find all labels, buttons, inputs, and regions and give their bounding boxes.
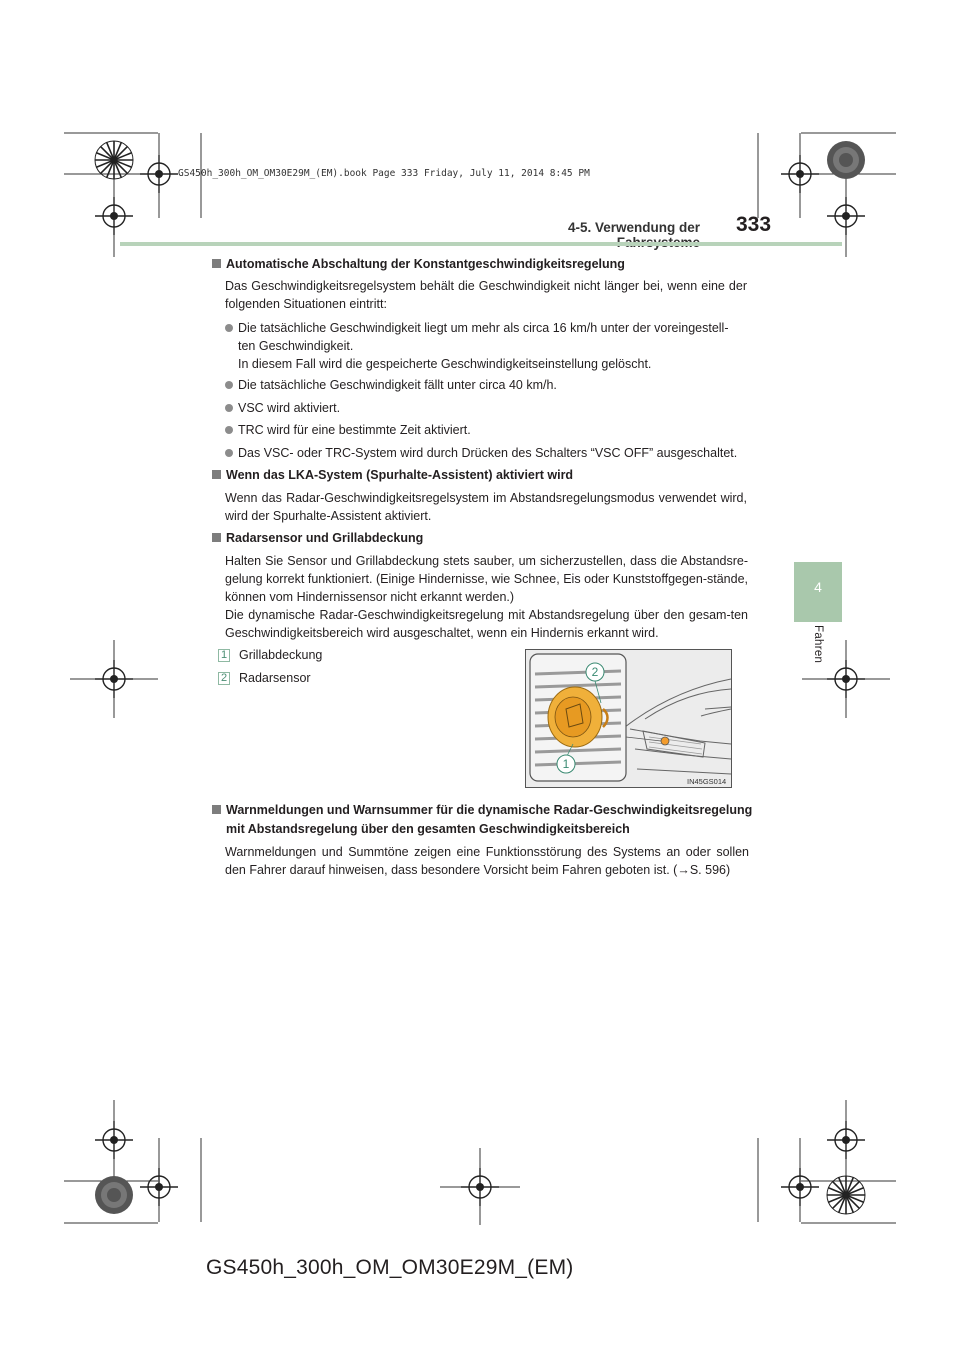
header-rule: [120, 242, 842, 246]
section-title: 4-5. Verwendung der: [567, 220, 700, 235]
legend-label: Grillabdeckung: [239, 648, 323, 662]
list-item: Die tatsächliche Geschwindigkeit liegt um mehr als circa 16 km/h unter der voreingestell- ten Geschwindigkeit. In diesem Fall wird die gespeicherte Geschwindigkeitseinstellung gelöscht.: [225, 319, 750, 373]
paragraph: Die dynamische Radar-Geschwindigkeitsregelung mit Abstandsregelung über den gesam-ten Geschwindigkeitsbereich wird ausgeschaltet, wenn ein Hindernis erkannt wird.: [225, 608, 748, 640]
bullet-dot-icon: [225, 324, 233, 332]
figure-code: IN45GS014: [687, 777, 727, 786]
bullet-dot-icon: [225, 449, 233, 457]
paragraph: Wenn das Radar-Geschwindigkeitsregelsystem im Abstandsregelungsmodus verwendet wird, wird der Spurhalte-Assistent aktiviert.: [225, 491, 747, 523]
list-item: VSC wird aktiviert.: [225, 399, 340, 417]
bullet-dot-icon: [225, 381, 233, 389]
legend-number: 2: [218, 672, 230, 685]
heading-text: Warnmeldungen und Warnsummer für die dynamische Radar-Geschwindigkeitsregelung: [226, 803, 753, 817]
paragraph: Das Geschwindigkeitsregelsystem behält die Geschwindigkeit nicht länger bei, wenn eine der folgenden Situationen eintritt:: [225, 279, 747, 311]
radar-sensor-illustration: [525, 649, 732, 788]
bullet-dot-icon: [225, 404, 233, 412]
paragraph: Halten Sie Sensor und Grillabdeckung stets sauber, um sicherzustellen, dass die Abstandsre-gelung korrekt funktioniert. (Einige Hindernisse, wie Schnee, Eis oder Kunststoffgegen-stände, können vom Hindernissensor nicht erkannt werden.): [225, 554, 748, 604]
list-item: Die tatsächliche Geschwindigkeit fällt unter circa 40 km/h.: [225, 376, 557, 394]
heading-lka: [212, 467, 573, 483]
bullet-dot-icon: [225, 426, 233, 434]
legend-number: 1: [218, 649, 230, 662]
chapter-tab-number: 4: [814, 579, 822, 595]
heading-warnings: [212, 802, 752, 818]
figure-callout-2: 2: [591, 665, 599, 679]
heading-text: Automatische Abschaltung der Konstantgeschwindigkeitsregelung: [226, 257, 625, 271]
heading-auto-cancel: [212, 256, 625, 272]
heading-radar-sensor: [212, 530, 423, 546]
chapter-tab-label: Fahren: [812, 625, 824, 664]
square-bullet-icon: [212, 259, 221, 268]
heading-text-continued: mit Abstandsregelung über den gesamten Geschwindigkeitsbereich: [226, 822, 630, 836]
list-item: Das VSC- oder TRC-System wird durch Drücken des Schalters “VSC OFF” ausgeschaltet.: [225, 444, 737, 462]
square-bullet-icon: [212, 533, 221, 542]
figure-callout-1: 1: [562, 757, 570, 771]
square-bullet-icon: [212, 470, 221, 479]
heading-text: Radarsensor und Grillabdeckung: [226, 531, 424, 545]
heading-text: Wenn das LKA-System (Spurhalte-Assistent) aktiviert wird: [226, 468, 574, 482]
paragraph: Warnmeldungen und Summtöne zeigen eine Funktionsstörung des Systems an oder sollen den Fahrer darauf hinweisen, dass besondere Vorsicht beim Fahren geboten ist. (→S. 596): [225, 845, 749, 877]
book-info-line: GS450h_300h_OM_OM30E29M_(EM).book Page 333 Friday, July 11, 2014 8:45 PM: [178, 168, 590, 179]
square-bullet-icon: [212, 805, 221, 814]
footer-code: GS450h_300h_OM_OM30E29M_(EM): [206, 1256, 574, 1279]
legend-label: Radarsensor: [239, 671, 311, 685]
list-item: TRC wird für eine bestimmte Zeit aktiviert.: [225, 421, 471, 439]
page-number: 333: [736, 213, 772, 236]
